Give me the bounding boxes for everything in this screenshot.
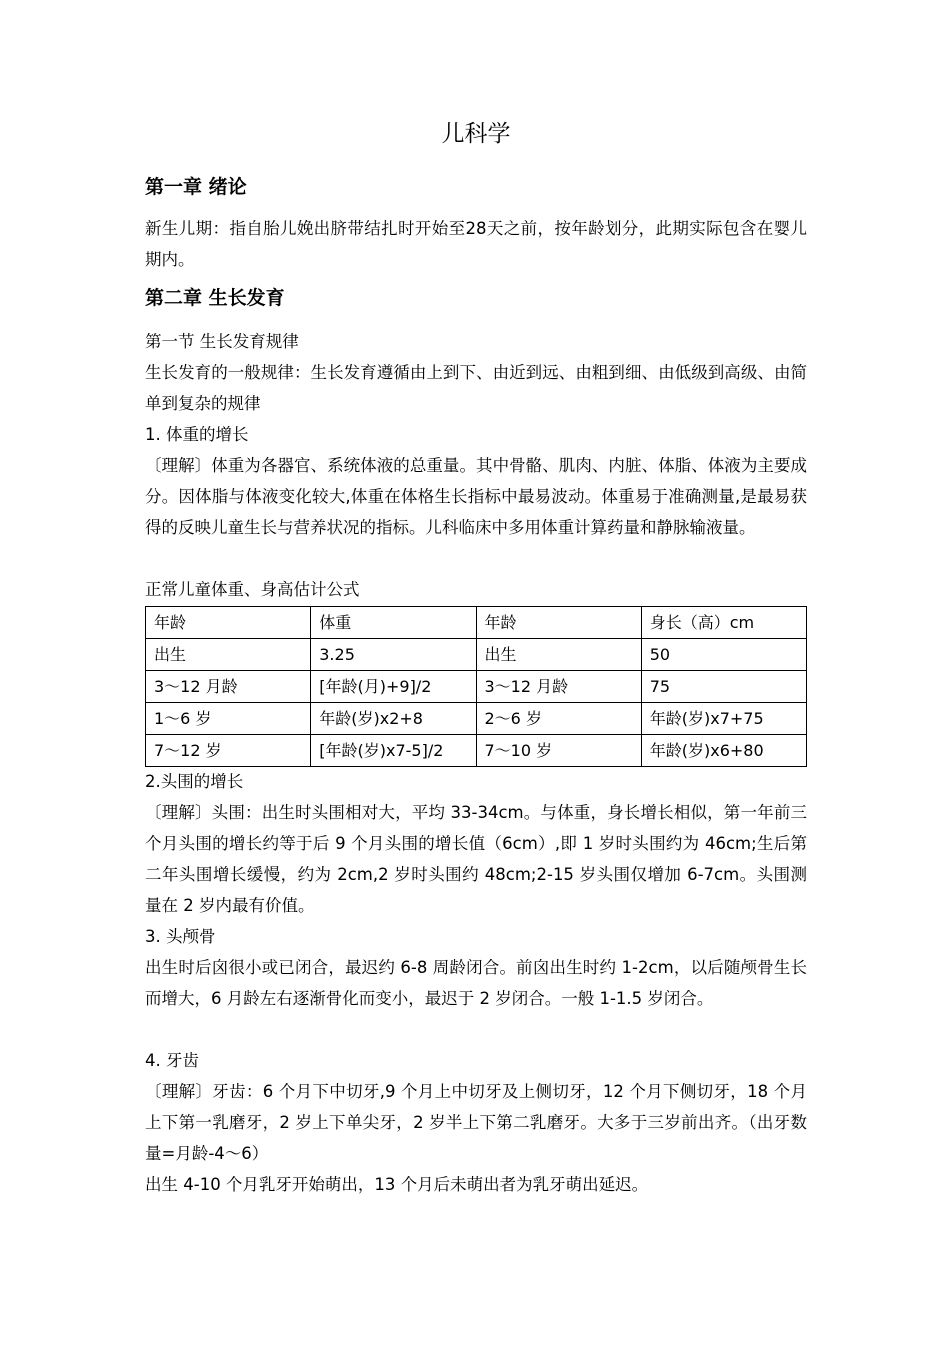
weight-heading: 1. 体重的增长 [145,425,249,444]
chapter-1-heading: 第一章 绪论 [145,176,247,198]
table-cell: 年龄(岁)x2+8 [311,703,476,735]
weight-paragraph: 〔理解〕体重为各器官、系统体液的总重量。其中骨骼、肌肉、内脏、体脂、体液为主要成分。因体脂与体液变化较大,体重在体格生长指标中最易波动。体重易于准确测量,是最易获得的反映儿童生长与营养状况的指标。儿科临床中多用体重计算药量和静脉输液量。 [145,456,807,537]
head-circumference-heading: 2.头围的增长 [145,772,244,791]
table-cell: 2～6 岁 [476,703,641,735]
table-row [146,703,807,735]
table-cell: 出生 [476,639,641,671]
table-header-row [146,607,807,639]
table-row [146,639,807,671]
table-cell: [年龄(月)+9]/2 [311,671,476,703]
table-cell: 50 [641,639,806,671]
chapter-2-heading: 第二章 生长发育 [145,287,285,309]
table-header-cell: 年龄 [146,607,311,639]
growth-formula-table [145,606,807,767]
table-cell: 年龄(岁)x7+75 [641,703,806,735]
table-header-cell: 年龄 [476,607,641,639]
skull-heading: 3. 头颅骨 [145,927,216,946]
table-caption: 正常儿童体重、身高估计公式 [145,580,360,599]
table-cell: 出生 [146,639,311,671]
table-header-cell: 体重 [311,607,476,639]
teeth-paragraph: 〔理解〕牙齿：6 个月下中切牙,9 个月上中切牙及上侧切牙，12 个月下侧切牙，18 个月上下第一乳磨牙，2 岁上下单尖牙，2 岁半上下第二乳磨牙。大多于三岁前出齐。（出牙数量=月龄-4～6） [145,1082,807,1163]
table-cell: 3～12 月龄 [146,671,311,703]
head-circumference-paragraph: 〔理解〕头围：出生时头围相对大，平均 33-34cm。与体重，身长增长相似，第一年前三个月头围的增长约等于后 9 个月头围的增长值（6cm）,即 1 岁时头围约为 46cm;生后第二年头围增长缓慢，约为 2cm,2 岁时头围约 48cm;2-15 岁头围仅增加 6-7cm。头围测量在 2 岁内最有价值。 [145,803,807,915]
table-cell: 3.25 [311,639,476,671]
document-title: 儿科学 [441,121,511,147]
table-cell: 年龄(岁)x6+80 [641,735,806,767]
table-row [146,735,807,767]
table-cell: 1～6 岁 [146,703,311,735]
skull-paragraph: 出生时后囟很小或已闭合，最迟约 6-8 周龄闭合。前囟出生时约 1-2cm，以后随颅骨生长而增大，6 月龄左右逐渐骨化而变小，最迟于 2 岁闭合。一般 1-1.5 岁闭合。 [145,958,807,1008]
section-1-heading: 第一节 生长发育规律 [145,332,299,351]
table-cell: [年龄(岁)x7-5]/2 [311,735,476,767]
table-cell: 7～12 岁 [146,735,311,767]
teeth-eruption-note: 出生 4-10 个月乳牙开始萌出，13 个月后未萌出者为乳牙萌出延迟。 [145,1175,649,1194]
table-header-cell: 身长（高）cm [641,607,806,639]
growth-rule-paragraph: 生长发育的一般规律：生长发育遵循由上到下、由近到远、由粗到细、由低级到高级、由简单到复杂的规律 [145,363,807,413]
table-cell: 7～10 岁 [476,735,641,767]
table-row [146,671,807,703]
table-cell: 3～12 月龄 [476,671,641,703]
table-cell: 75 [641,671,806,703]
teeth-heading: 4. 牙齿 [145,1051,199,1070]
neonatal-period-paragraph: 新生儿期：指自胎儿娩出脐带结扎时开始至28天之前，按年龄划分，此期实际包含在婴儿期内。 [145,219,807,269]
